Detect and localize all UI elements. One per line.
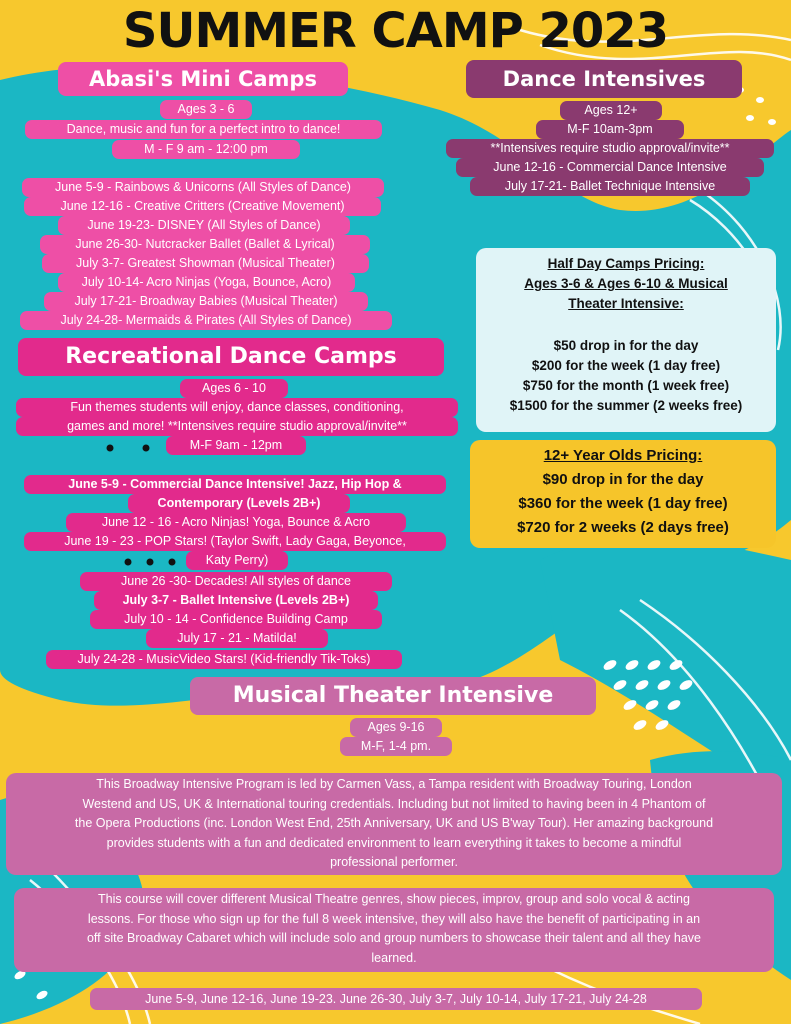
mt-desc-line: provides students with a fun and dedicated environment to learn everything it takes to become a mindful xyxy=(106,835,682,850)
mini-camps-heading: Abasi's Mini Camps xyxy=(58,62,348,96)
mini-session: June 26-30- Nutcracker Ballet (Ballet & Lyrical) xyxy=(40,235,370,254)
rec-time: M-F 9am - 12pm xyxy=(166,436,306,455)
dance-note: **Intensives require studio approval/invite** xyxy=(446,139,774,158)
mt-course-info xyxy=(14,888,774,972)
rec-session: July 24-28 - MusicVideo Stars! (Kid-friendly Tik-Toks) xyxy=(46,650,402,669)
teen-price: $90 drop in for the day xyxy=(542,471,704,488)
rec-session: June 12 - 16 - Acro Ninjas! Yoga, Bounce & Acro xyxy=(66,513,406,532)
dance-intensives-heading: Dance Intensives xyxy=(466,60,742,98)
rec-desc: games and more! **Intensives require studio approval/invite** xyxy=(16,417,458,436)
rec-session: July 17 - 21 - Matilda! xyxy=(146,629,328,648)
mt-time: M-F, 1-4 pm. xyxy=(340,737,452,756)
mt-course-line: off site Broadway Cabaret which will include solo and group numbers to showcase their talent and all they have xyxy=(86,931,701,945)
mt-course-line: lessons. For those who sign up for the full 8 week intensive, they will also have the benefit of participating in an xyxy=(87,911,701,926)
mini-session: June 5-9 - Rainbows & Unicorns (All Styles of Dance) xyxy=(22,178,384,197)
half-day-title: Ages 3-6 & Ages 6-10 & Musical xyxy=(524,276,728,291)
dance-time: M-F 10am-3pm xyxy=(536,120,684,139)
half-day-price: $750 for the month (1 week free) xyxy=(522,378,730,393)
mini-camps-desc: Dance, music and fun for a perfect intro to dance! xyxy=(25,120,382,139)
page-title: SUMMER CAMP 2023 xyxy=(122,3,669,59)
rec-session: June 19 - 23 - POP Stars! (Taylor Swift, Lady Gaga, Beyonce, xyxy=(24,532,446,551)
musical-theater-heading: Musical Theater Intensive xyxy=(190,677,596,715)
mt-course-line: This course will cover different Musical Theatre genres, show pieces, improv, group and solo vocal & acting xyxy=(98,892,690,906)
dance-ages: Ages 12+ xyxy=(560,101,662,120)
half-day-price: $50 drop in for the day xyxy=(553,338,699,353)
recreational-heading: Recreational Dance Camps xyxy=(18,338,444,376)
half-day-price: $1500 for the summer (2 weeks free) xyxy=(509,398,743,413)
teen-price: $720 for 2 weeks (2 days free) xyxy=(517,519,729,536)
mt-desc-line: professional performer. xyxy=(330,855,458,869)
half-day-title: Theater Intensive: xyxy=(568,296,684,311)
mini-session: July 24-28- Mermaids & Pirates (All Styles of Dance) xyxy=(20,311,392,330)
teen-price: $360 for the week (1 day free) xyxy=(518,495,728,512)
teen-pricing-title: 12+ Year Olds Pricing: xyxy=(543,447,703,464)
mt-course-line: learned. xyxy=(371,950,417,965)
rec-session: June 5-9 - Commercial Dance Intensive! Jazz, Hip Hop & xyxy=(24,475,446,494)
mini-session: June 12-16 - Creative Critters (Creative Movement) xyxy=(24,197,381,216)
mini-camps-time: M - F 9 am - 12:00 pm xyxy=(112,140,300,159)
half-day-title: Half Day Camps Pricing: xyxy=(547,256,705,271)
dance-session: June 12-16 - Commercial Dance Intensive xyxy=(456,158,764,177)
dance-session: July 17-21- Ballet Technique Intensive xyxy=(470,177,750,196)
rec-ages: Ages 6 - 10 xyxy=(180,379,288,398)
mt-ages: Ages 9-16 xyxy=(350,718,442,737)
mini-session: June 19-23- DISNEY (All Styles of Dance) xyxy=(58,216,350,235)
teen-pricing-box xyxy=(470,440,776,548)
rec-session: July 3-7 - Ballet Intensive (Levels 2B+) xyxy=(94,591,378,610)
mt-desc-line: This Broadway Intensive Program is led by Carmen Vass, a Tampa resident with Broadway Touring, London xyxy=(96,777,692,791)
rec-desc: Fun themes students will enjoy, dance classes, conditioning, xyxy=(16,398,458,417)
rec-session: Katy Perry) xyxy=(186,551,288,570)
mini-session: July 3-7- Greatest Showman (Musical Theater) xyxy=(42,254,369,273)
rec-session: July 10 - 14 - Confidence Building Camp xyxy=(90,610,382,629)
mt-description xyxy=(6,773,782,875)
rec-session: June 26 -30- Decades! All styles of dance xyxy=(80,572,392,591)
mt-dates: June 5-9, June 12-16, June 19-23. June 26-30, July 3-7, July 10-14, July 17-21, July 24-28 xyxy=(90,988,702,1010)
half-day-price: $200 for the week (1 day free) xyxy=(531,358,721,373)
mt-desc-line: the Opera Productions (inc. London West End, 25th Anniversary, UK and US B'way Tour). Her amazing background xyxy=(74,816,714,830)
rec-session: Contemporary (Levels 2B+) xyxy=(128,494,350,513)
mt-desc-line: Westend and US, UK & International touring credentials. Including but not limited to having been in 4 Phantom of xyxy=(82,796,706,811)
mini-camps-ages: Ages 3 - 6 xyxy=(160,100,252,119)
mini-session: July 17-21- Broadway Babies (Musical Theater) xyxy=(44,292,368,311)
half-day-pricing-box xyxy=(476,248,776,432)
mini-session: July 10-14- Acro Ninjas (Yoga, Bounce, Acro) xyxy=(58,273,355,292)
